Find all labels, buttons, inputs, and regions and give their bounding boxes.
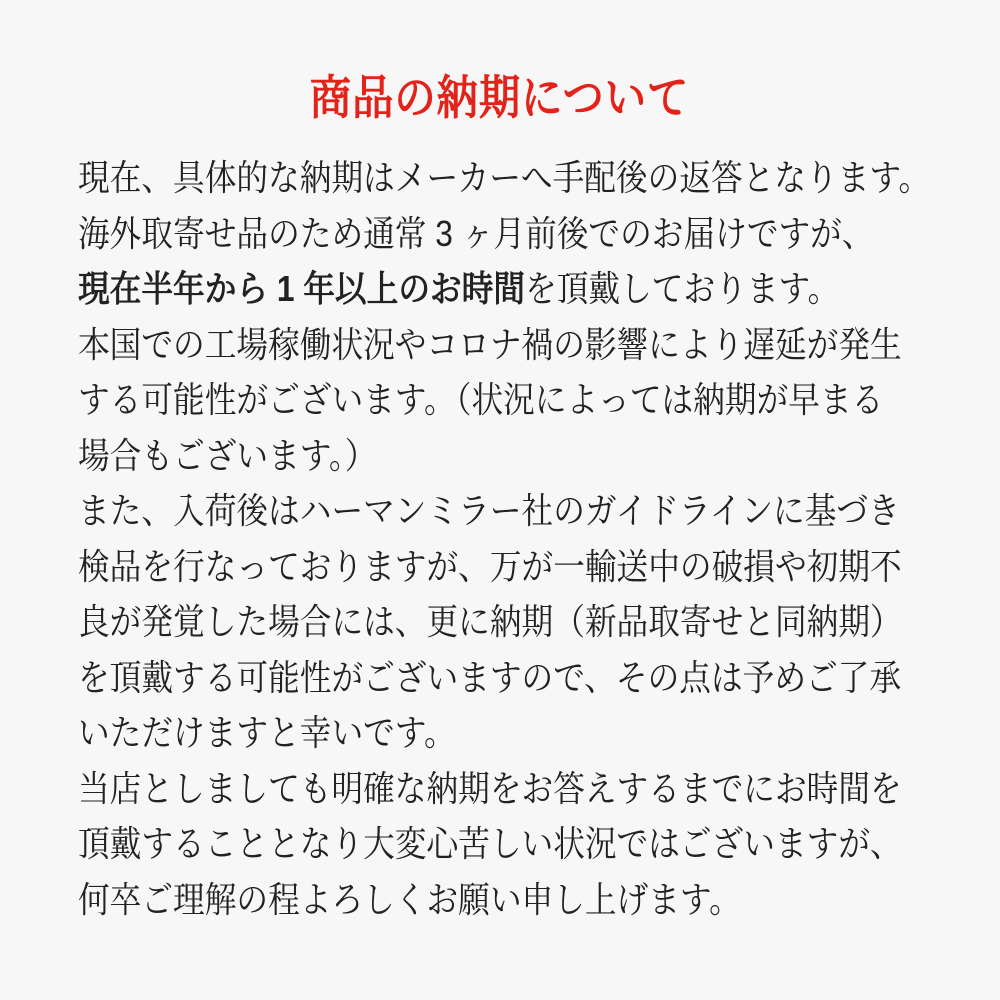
body-line: を頂戴する可能性がございますので、その点は予めご了承	[78, 656, 902, 698]
body-line: 当店としましても明確な納期をお答えするまでにお時間を	[78, 767, 902, 809]
page-title: 商品の納期について	[310, 71, 690, 124]
bold-emphasis-text: 現在半年から 1 年以上のお時間	[78, 268, 526, 309]
body-line: 何卒ご理解の程よろしくお願い申し上げます。	[78, 878, 741, 920]
body-line-rest: を頂戴しております。	[525, 268, 840, 309]
body-line: 本国での工場稼働状況やコロナ禍の影響により遅延が発生	[78, 323, 902, 365]
body-line: 検品を行なっておりますが、万が一輸送中の破損や初期不	[78, 545, 902, 587]
body-line: する可能性がございます。（状況によっては納期が早まる	[78, 379, 884, 420]
body-line: 海外取寄せ品のため通常 3 ヶ月前後でのお届けですが、	[78, 212, 874, 254]
body-line: 現在、具体的な納期はメーカーへ手配後の返答となります。	[78, 157, 931, 198]
body-line: 場合もございます。）	[78, 434, 377, 476]
title-row	[0, 72, 1000, 124]
body-line: いただけますと幸いです。	[78, 712, 456, 753]
body-line: また、入荷後はハーマンミラー社のガイドラインに基づき	[78, 490, 900, 531]
notice-body	[78, 150, 930, 927]
body-line: 頂戴することとなり大変心苦しい状況ではございますが、	[78, 823, 902, 864]
body-line-emphasis	[78, 261, 930, 317]
body-line: 良が発覚した場合には、更に納期（新品取寄せと同納期）	[78, 601, 902, 642]
